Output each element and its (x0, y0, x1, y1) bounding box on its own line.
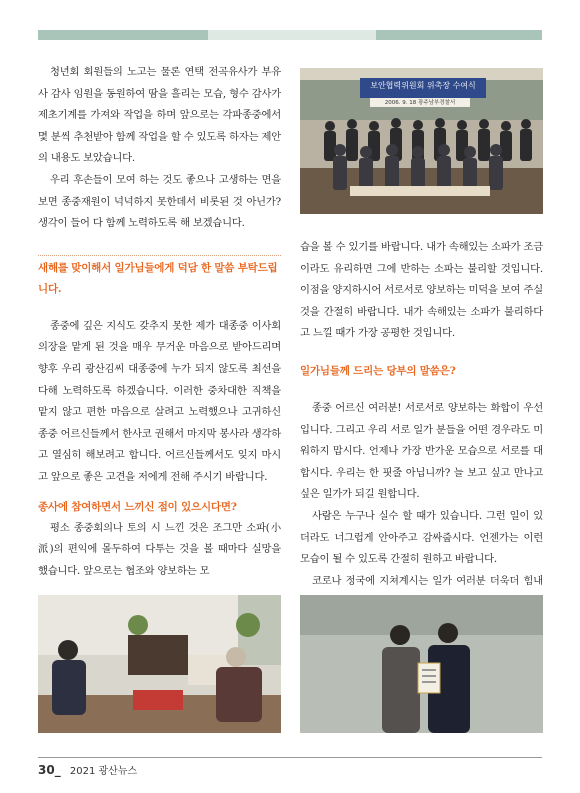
header-decoration-bar (38, 30, 542, 40)
paragraph: 사람은 누구나 실수 할 때가 있습니다. 그런 일이 있더라도 너그럽게 안아주고 감싸줍시다. 언젠가는 이런 모습이 될 수 있도록 간절히 원하고 바랍니다. (300, 509, 543, 566)
footer-divider (38, 757, 542, 758)
header-bar-segment (376, 30, 542, 40)
paragraph: 청년회 회원들의 노고는 물론 연택 전곡유사가 부유사 감사 임원을 동원하여 땀을 흘리는 모습, 형수 감사가 제초기계를 가져와 작업을 하며 앞으로는 각파종중에서 몇 분씩 추천받아 함께 작업을 할 수 있도록 하자는 제안의 내용도 보았습니다. (38, 66, 281, 165)
section-heading: 종사에 참여하면서 느끼신 점이 있으시다면? (38, 500, 237, 513)
header-bar-segment (208, 30, 376, 40)
right-text-column (300, 237, 543, 614)
group-photo (300, 68, 543, 214)
publication-name: 2021 광산뉴스 (69, 766, 138, 777)
meeting-photo (38, 595, 281, 733)
paragraph: 코로나 정국에 지쳐계시는 일가 여러분 더욱더 힘내 (312, 574, 543, 587)
header-bar-segment (38, 30, 208, 40)
award-photo-image (300, 595, 543, 733)
section-heading: 일가님들께 드리는 당부의 말씀은? (300, 364, 456, 377)
award-photo (300, 595, 543, 733)
group-photo-subtext: 2006. 9. 18 광주남부경찰서 (384, 100, 456, 106)
paragraph: 우리 후손들이 모여 하는 것도 좋으나 고생하는 면을 보면 종중재원이 넉넉하지 못한데서 비롯된 것 아닌가? 생각이 들어 다 함께 노력하도록 해 보겠습니다. (38, 173, 281, 230)
group-photo-banner: 보안협력위원회 위촉장 수여식 (370, 81, 476, 90)
section-heading: 새해를 맞이해서 일가님들에게 덕담 한 말씀 부탁드립니다. (38, 255, 281, 300)
paragraph: 평소 종중회의나 토의 시 느낀 것은 조그만 소파(小派)의 편익에 몰두하여 다투는 것을 볼 때마다 실망을 했습니다. 앞으로는 협조와 양보하는 모 (38, 521, 281, 577)
page-footer (38, 762, 137, 777)
page-number: 30_ (38, 763, 61, 777)
paragraph: 종중 어르신 여러분! 서로서로 양보하는 화합이 우선입니다. 그리고 우리 서로 일가 분들을 어떤 경우라도 미워하지 맙시다. 언제나 가장 반가운 모습으로 서로를 대합시다. 우리는 한 핏줄 아닙니까? 늘 보고 싶고 만나고 싶은 일가가 되길 원합니다. (300, 401, 543, 501)
left-text-column (38, 62, 281, 582)
meeting-photo-image (38, 595, 281, 733)
paragraph: 종중에 깊은 지식도 갖추지 못한 제가 대종중 이사회 의장을 맡게 된 것을 매우 무거운 마음으로 받아드리며 향후 우리 광산김씨 대종중에 누가 되지 않도록 최선을 다해 노력하도록 하겠습니다. 이러한 중차대한 직책을 맡지 않고 편한 마음으로 살려고 노력했으나 고귀하신 종중 어르신들께서 한사코 권해서 마지막 봉사라 생각하고 열심히 해보려고 합니다. 어르신들께서도 잊지 마시고 앞으로 좋은 고견을 저에게 전해 주시기 바랍니다. (38, 319, 281, 483)
paragraph: 습을 볼 수 있기를 바랍니다. 내가 속해있는 소파가 조금이라도 유리하면 그에 반하는 소파는 불리할 것입니다. 이점을 양지하시어 서로서로 양보하는 미덕을 보여 주실 것을 간절히 바랍니다. 내가 속해있는 소파가 불리하다고 느낄 때가 가장 공평한 것입니다. (300, 241, 543, 340)
